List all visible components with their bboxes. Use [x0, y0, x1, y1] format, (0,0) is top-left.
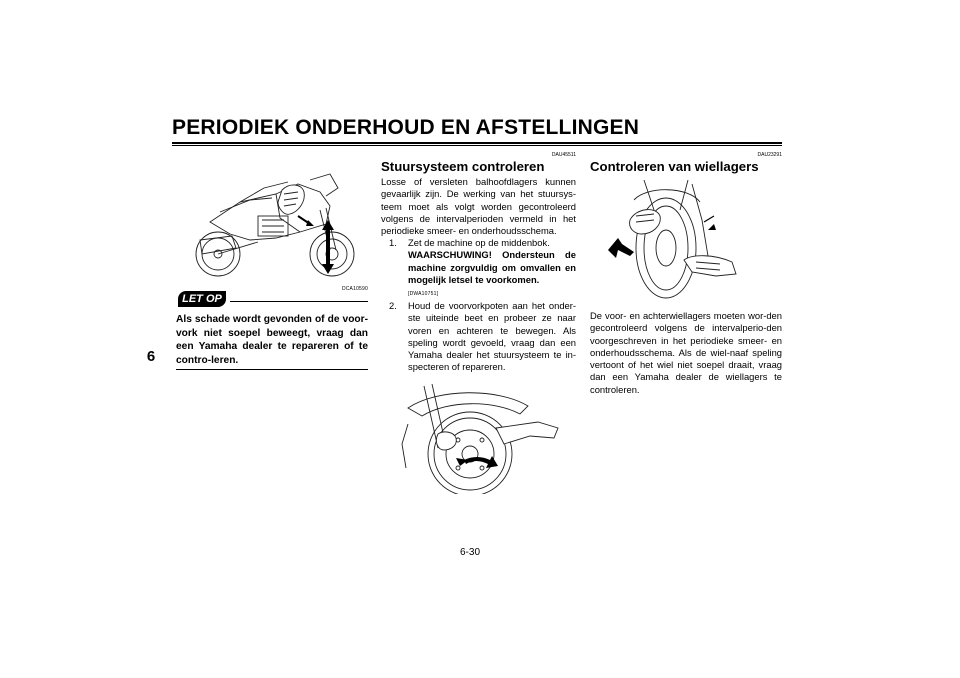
page-number: 6-30	[460, 547, 481, 558]
caution-text: Als schade wordt gevonden of de voor-vork niet soepel beweegt, vraag dan een Yamaha dealer te repareren of te contro-leren.	[176, 314, 368, 366]
wheel-bearing-illustration	[596, 180, 746, 302]
figure-code: DCA10590	[341, 286, 368, 292]
front-fork-illustration	[398, 384, 560, 494]
section-code: DAU45511	[551, 152, 576, 158]
section-intro: Losse of versleten balhoofdlagers kunnen gevaarlijk zijn. De werking van het stuursys-teem moet als volgt worden gecontroleerd volgens de intervalperioden vermeld in het periodieke smeer- en onderhoudsschema.	[381, 176, 576, 237]
step-text: Houd de voorvorkpoten aan het onder-ste uiteinde beet en probeer ze naar voren en achteren te bewegen. Als speling wordt gevoeld, vraag dan een Yamaha dealer het stuursysteem te in-specteren of repareren.	[408, 300, 576, 373]
section-heading: Controleren van wiellagers	[590, 159, 759, 174]
caution-end-rule	[176, 369, 368, 370]
step-number: 1.	[389, 237, 397, 248]
warning-text: WAARSCHUWING! Ondersteun de machine zorgvuldig om omvallen en mogelijk letsel te voorkomen.	[408, 249, 576, 285]
caution-label: LET OP	[178, 291, 226, 307]
title-rule	[172, 142, 782, 144]
step-2	[389, 300, 576, 375]
warning-code: [DWA10751]	[408, 291, 439, 297]
caution-rule	[230, 301, 368, 302]
chapter-tab: 6	[146, 348, 156, 365]
section-heading: Stuursysteem controleren	[381, 159, 545, 174]
step-text: Zet de machine op de middenbok.	[408, 237, 550, 248]
title-rule-thin	[172, 145, 782, 146]
page-title: PERIODIEK ONDERHOUD EN AFSTELLINGEN	[172, 116, 640, 139]
caution-header	[172, 291, 368, 307]
section-code: DAU23291	[757, 152, 782, 158]
step-number: 2.	[389, 300, 397, 311]
section-text: De voor- en achterwiellagers moeten wor-den gecontroleerd volgens de intervalperio-den voorgeschreven in het periodieke smeer- en onderhoudsschema. Als de wiel-naaf speling vertoont of het wiel niet soepel draait, vraag dan een Yamaha dealer de wiellagers te controleren.	[590, 310, 782, 395]
motorcycle-fork-illustration	[180, 162, 365, 280]
step-1	[389, 237, 576, 297]
